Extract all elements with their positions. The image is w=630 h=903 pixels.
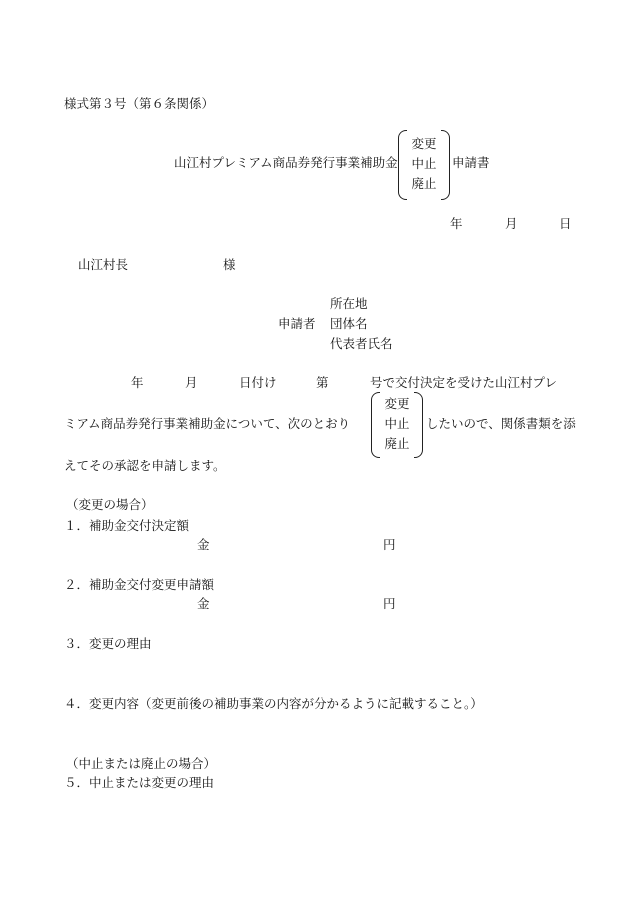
- body-option-bracket: [371, 392, 423, 458]
- body-dated: 日付け: [239, 375, 277, 390]
- item5-label: ５．中止または変更の理由: [64, 775, 215, 790]
- form-title-suffix: 申請書: [452, 155, 490, 170]
- applicant-label: 申請者: [278, 316, 316, 331]
- item2-kin: 金: [197, 596, 210, 611]
- body-option-change: 変更: [384, 396, 410, 411]
- cancel-section-heading: （中止または廃止の場合）: [66, 756, 217, 771]
- date-year: 年: [450, 216, 463, 231]
- applicant-address-label: 所在地: [330, 296, 368, 311]
- title-option-cancel: 中止: [411, 156, 437, 171]
- body-year: 年: [131, 375, 144, 390]
- item3-label: ３．変更の理由: [64, 636, 152, 651]
- body-line1-rest: 号で交付決定を受けた山江村プレ: [370, 375, 558, 390]
- title-option-change: 変更: [411, 136, 437, 151]
- body-month: 月: [185, 375, 198, 390]
- item1-label: １．補助金交付決定額: [64, 518, 190, 533]
- form-number: 様式第３号（第６条関係）: [64, 96, 215, 111]
- addressee-name: 山江村長: [78, 257, 129, 272]
- title-option-abolish: 廃止: [411, 176, 437, 191]
- addressee-honorific: 様: [223, 257, 236, 272]
- item1-kin: 金: [197, 537, 210, 552]
- body-option-abolish: 廃止: [384, 436, 410, 451]
- body-line3: えてその承認を申請します。: [64, 458, 226, 473]
- item4-label: ４．変更内容（変更前後の補助事業の内容が分かるように記載すること。）: [64, 696, 483, 711]
- form-title-prefix: 山江村プレミアム商品券発行事業補助金: [174, 155, 398, 170]
- body-line2-start: ミアム商品券発行事業補助金について、次のとおり: [64, 416, 351, 431]
- body-option-cancel: 中止: [384, 416, 410, 431]
- item2-yen: 円: [383, 596, 396, 611]
- applicant-organization-label: 団体名: [330, 316, 368, 331]
- applicant-representative-label: 代表者氏名: [330, 336, 393, 351]
- title-option-bracket: [398, 130, 450, 200]
- date-day: 日: [559, 216, 572, 231]
- body-dai: 第: [316, 375, 329, 390]
- change-section-heading: （変更の場合）: [66, 497, 154, 512]
- item1-yen: 円: [383, 537, 396, 552]
- date-month: 月: [505, 216, 518, 231]
- item2-label: ２．補助金交付変更申請額: [64, 577, 215, 592]
- body-line2-end: したいので、関係書類を添: [426, 416, 576, 431]
